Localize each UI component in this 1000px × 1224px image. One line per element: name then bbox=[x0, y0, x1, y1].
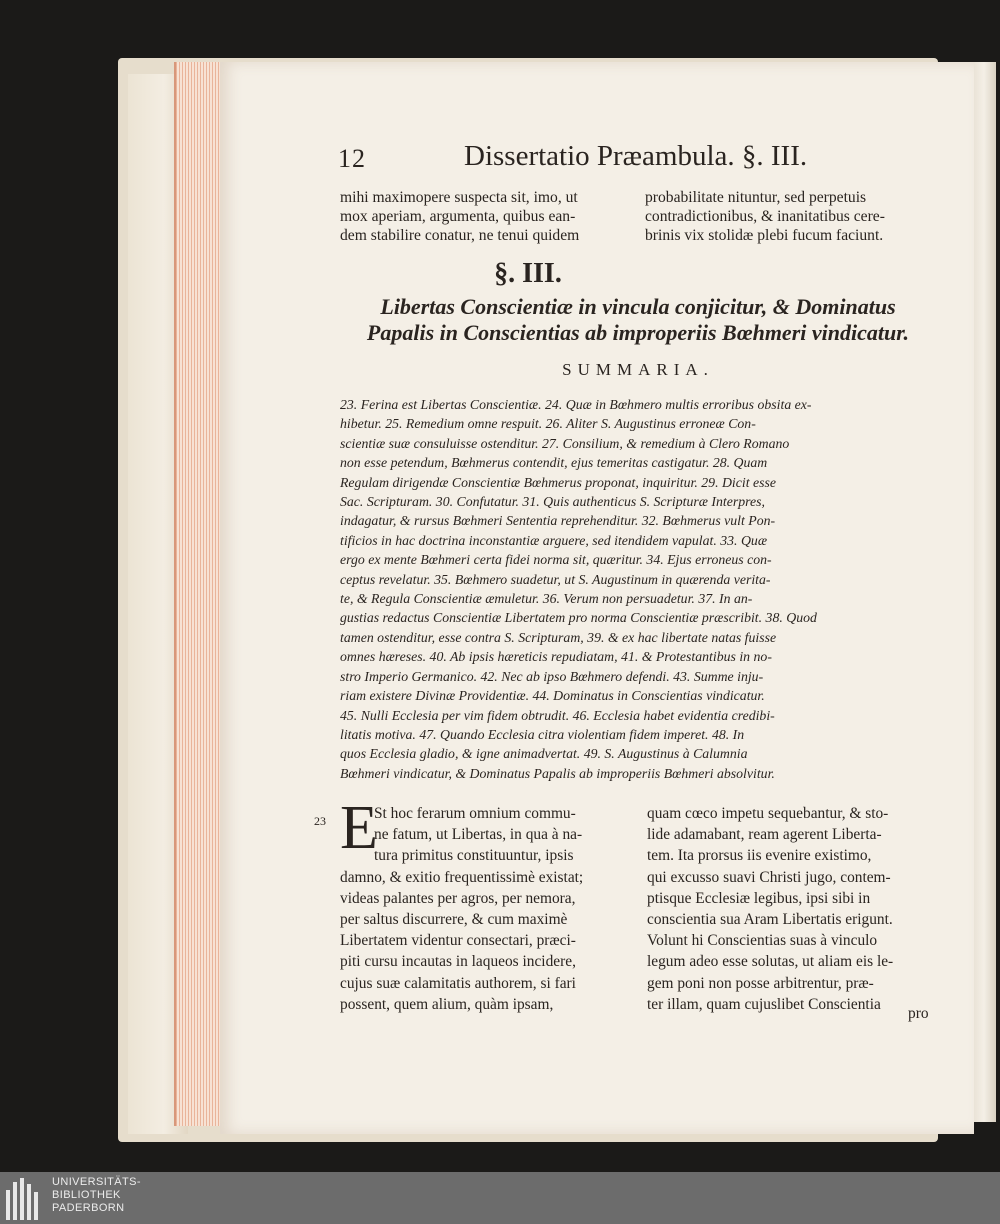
drop-cap: E bbox=[340, 794, 378, 862]
library-footer bbox=[0, 1172, 1000, 1224]
summary-line: indagatur, & rursus Bœhmeri Sententia reprehenditur. 32. Bœhmerus vult Pon- bbox=[340, 513, 776, 529]
logo-line: UNIVERSITÄTS- bbox=[52, 1176, 141, 1188]
summary-line: gustias redactus Conscientiæ Libertatem pro norma Conscientiæ præscribit. 38. Quod bbox=[340, 610, 817, 626]
summary-line: Bœhmeri vindicatur, & Dominatus Papalis ab improperiis Bœhmeri absolvitur. bbox=[340, 765, 775, 781]
library-logo-text bbox=[52, 1176, 141, 1215]
body-line: ter illam, quam cujuslibet Conscientia bbox=[647, 995, 881, 1013]
summary-line: riam existere Divinæ Providentiæ. 44. Dominatus in Conscientias vindicatur. bbox=[340, 688, 765, 704]
summary-line: 45. Nulli Ecclesia per vim fidem obtrudit. 46. Ecclesia habet evidentia credibi- bbox=[340, 707, 775, 723]
section-title bbox=[338, 294, 938, 346]
body-line: qui excusso suavi Christi jugo, contem- bbox=[647, 868, 891, 886]
text-line: contradictionibus, & inanitatibus cere- bbox=[645, 208, 885, 225]
summary-line: quos Ecclesia gladio, & igne animadvertat. 49. S. Augustinus à Calumnia bbox=[340, 746, 748, 762]
body-line: St hoc ferarum omnium commu- bbox=[374, 805, 576, 822]
summary-line: ergo ex mente Bœhmeri certa fidei norma sit, quæritur. 34. Ejus erroneus con- bbox=[340, 552, 772, 568]
body-right-column bbox=[647, 803, 893, 1015]
body-line: legum adeo esse solutas, ut aliam eis le- bbox=[647, 953, 894, 971]
title-line: Papalis in Conscientias ab improperiis Bœhmeri vindicatur. bbox=[366, 320, 910, 345]
intro-right-column bbox=[645, 188, 885, 245]
page-edges bbox=[174, 62, 222, 1126]
body-line: ptisque Ecclesiæ legibus, ipsi sibi in bbox=[647, 889, 871, 907]
text-line: probabilitate nituntur, sed perpetuis bbox=[645, 189, 867, 206]
summary-line: Regulam dirigendæ Conscientiæ Bœhmerus proponat, inquiritur. 29. Dicit esse bbox=[340, 474, 776, 490]
logo-line: PADERBORN bbox=[52, 1202, 125, 1214]
running-title: Dissertatio Præambula. §. III. bbox=[464, 140, 808, 172]
body-line: damno, & exitio frequentissimè existat; bbox=[340, 868, 584, 886]
page-header bbox=[338, 140, 938, 180]
title-line: Libertas Conscientiæ in vincula conjicitur, & Dominatus bbox=[380, 294, 896, 319]
intro-left-column bbox=[340, 188, 579, 245]
margin-number: 23 bbox=[314, 814, 326, 828]
page-number: 12 bbox=[338, 144, 366, 173]
body-line: cujus suæ calamitatis authorem, si fari bbox=[340, 974, 576, 992]
body-line: tura primitus constituuntur, ipsis bbox=[374, 847, 574, 865]
text-line: mihi maximopere suspecta sit, imo, ut bbox=[340, 189, 578, 206]
summary-line: hibetur. 25. Remedium omne respuit. 26. Aliter S. Augustinus erroneæ Con- bbox=[340, 416, 756, 432]
body-line: conscientia sua Aram Libertatis erigunt. bbox=[647, 911, 893, 929]
summary-line: Sac. Scripturam. 30. Confutatur. 31. Quis authenticus S. Scripturæ Interpres, bbox=[340, 494, 765, 510]
text-line: dem stabilire conatur, ne tenui quidem bbox=[340, 227, 580, 244]
summary-paragraph bbox=[340, 395, 940, 783]
body-left-column bbox=[340, 803, 583, 1015]
body-line: Volunt hi Conscientias suas à vinculo bbox=[647, 932, 878, 950]
body-line: quam cœco impetu sequebantur, & sto- bbox=[647, 805, 889, 822]
logo-line: BIBLIOTHEK bbox=[52, 1189, 121, 1201]
catchword: pro bbox=[908, 1005, 929, 1022]
library-logo-icon bbox=[6, 1178, 46, 1220]
body-line: gem poni non posse arbitrentur, præ- bbox=[647, 974, 874, 992]
facing-page-edge bbox=[972, 62, 996, 1122]
body-line: Libertatem videntur consectari, præci- bbox=[340, 932, 576, 950]
summary-line: non esse petendum, Bœhmerus contendit, ejus temeritas castigatur. 28. Quam bbox=[340, 455, 768, 471]
body-line: possent, quem alium, quàm ipsam, bbox=[340, 995, 554, 1013]
summaria-heading: SUMMARIA. bbox=[562, 360, 714, 379]
body-line: per saltus discurrere, & cum maximè bbox=[340, 911, 568, 929]
summary-line: ceptus revelatur. 35. Bœhmero suadetur, ut S. Augustinum in quærenda verita- bbox=[340, 571, 771, 587]
text-line: mox aperiam, argumenta, quibus ean- bbox=[340, 208, 576, 225]
body-line: tem. Ita prorsus iis evenire existimo, bbox=[647, 847, 872, 865]
body-line: lide adamabant, ream agerent Liberta- bbox=[647, 826, 882, 844]
summary-line: scientiæ suæ consuluisse ostenditur. 27. Consilium, & remedium à Clero Romano bbox=[340, 435, 790, 451]
summary-line: tificios in hac doctrina inconstantiæ arguere, sed itendidem vapulat. 33. Quæ bbox=[340, 532, 768, 548]
summary-line: 23. Ferina est Libertas Conscientiæ. 24. Quæ in Bœhmero multis erroribus obsita ex- bbox=[340, 397, 812, 412]
text-line: brinis vix stolidæ plebi fucum faciunt. bbox=[645, 227, 884, 244]
summary-line: litatis motiva. 47. Quando Ecclesia citra violentiam fidem imperet. 48. In bbox=[340, 726, 745, 742]
summary-line: stro Imperio Germanico. 42. Nec ab ipso Bœhmero defendi. 43. Summe inju- bbox=[340, 668, 764, 684]
summary-line: te, & Regula Conscientiæ æmuletur. 36. Verum non persuadetur. 37. In an- bbox=[340, 591, 753, 607]
summary-line: omnes hæreses. 40. Ab ipsis hæreticis repudiatam, 41. & Protestantibus in no- bbox=[340, 649, 772, 665]
summary-line: tamen ostenditur, esse contra S. Scripturam, 39. & ex hac libertate natas fuisse bbox=[340, 629, 777, 645]
section-number: §. III. bbox=[494, 258, 562, 289]
body-line: videas palantes per agros, per nemora, bbox=[340, 889, 576, 907]
body-line: ne fatum, ut Libertas, in qua à na- bbox=[374, 826, 583, 844]
body-line: piti cursu incautas in laqueos incidere, bbox=[340, 953, 576, 971]
